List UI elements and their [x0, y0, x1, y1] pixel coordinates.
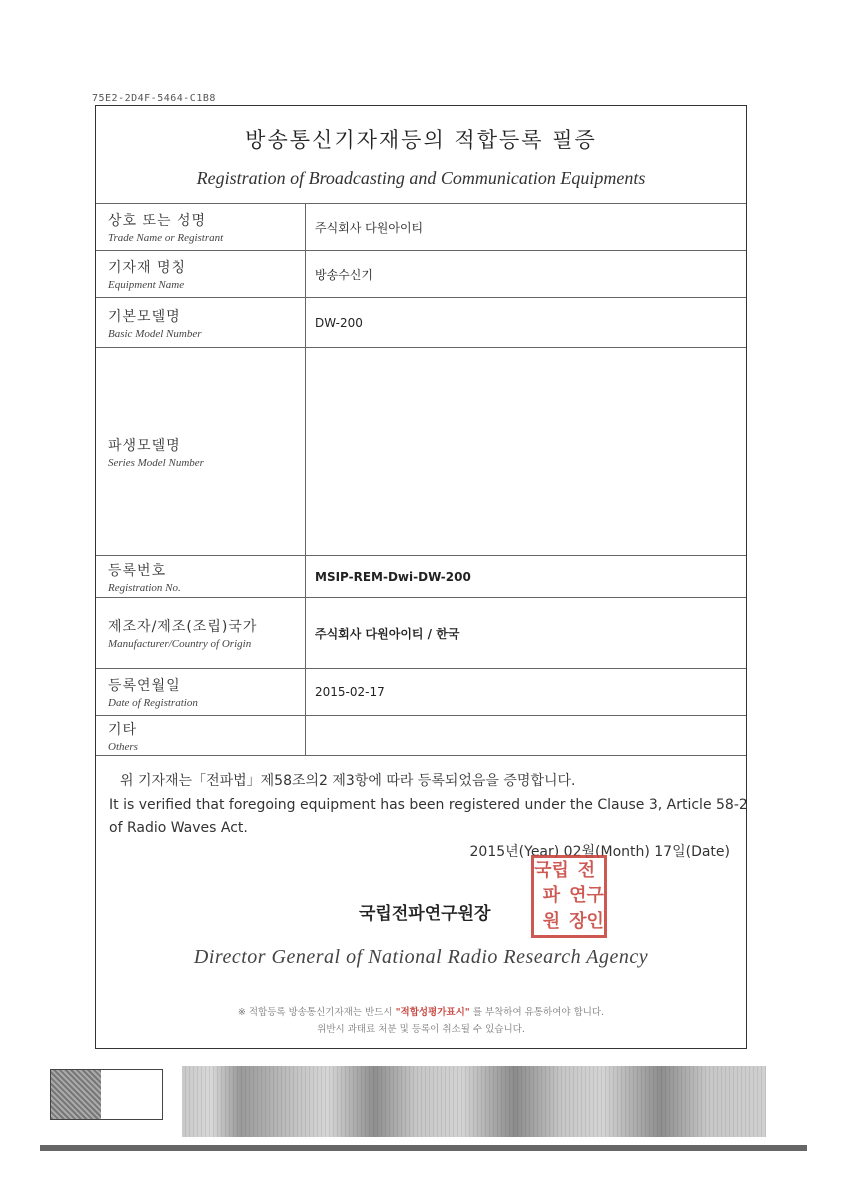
issuer-title-en: Director General of National Radio Research Agency: [193, 946, 649, 968]
table-row: [96, 251, 746, 298]
others-value: [306, 716, 747, 756]
footer-logo-box: [50, 1069, 163, 1120]
footer-divider: [40, 1145, 807, 1151]
table-row: [96, 556, 746, 598]
registration-number-value: MSIP-REM-Dwi-DW-200: [306, 556, 747, 598]
row-label-en: Date of Registration: [108, 697, 198, 709]
issuer-title-ko: 국립전파연구원장: [359, 904, 491, 924]
row-label-en: Series Model Number: [108, 456, 204, 469]
row-label-en: Basic Model Number: [108, 327, 202, 340]
row-label-en: Trade Name or Registrant: [108, 232, 224, 244]
notice-suffix: 를 부착하여 유통하여야 합니다.: [472, 1007, 605, 1018]
notice-emphasis: "적합성평가표시": [395, 1007, 470, 1018]
footer-logo-mark: [51, 1070, 101, 1119]
notice-line-1: [96, 1004, 746, 1018]
table-row: [96, 204, 746, 251]
row-label-ko: 기본모델명: [108, 308, 181, 325]
certificate-frame: [95, 105, 747, 1049]
trade-name-value: 주식회사 다원아이티: [306, 204, 747, 251]
table-row: [96, 598, 746, 669]
seal-char: 파: [542, 885, 561, 907]
manufacturer-value: 주식회사 다원아이티 / 한국: [306, 598, 747, 669]
series-model-value: [306, 348, 747, 556]
notice-prefix: ※ 적합등록 방송통신기자재는 반드시: [237, 1007, 393, 1018]
registration-table: [96, 203, 746, 756]
seal-char: 원: [542, 911, 561, 933]
certificate-title-ko: 방송통신기자재등의 적합등록 필증: [245, 128, 597, 152]
basic-model-value: DW-200: [306, 298, 747, 348]
row-label-ko: 등록번호: [108, 562, 167, 579]
certification-text-en: It is verified that foregoing equipment has been registered under the Clause 3, Article 58-2 of Radio Waves Act.: [109, 797, 748, 836]
table-row: [96, 298, 746, 348]
row-label-en: Equipment Name: [108, 279, 185, 291]
row-label-ko: 상호 또는 성명: [108, 213, 207, 229]
row-label-ko: 등록연월일: [108, 678, 181, 694]
seal-char: 연구: [569, 885, 604, 907]
official-seal: [531, 855, 607, 938]
row-label-ko: 기자재 명칭: [108, 260, 187, 276]
footer-security-band: [182, 1066, 766, 1137]
row-label-en: Registration No.: [108, 581, 181, 594]
equipment-name-value: 방송수신기: [306, 251, 747, 298]
issue-date: 2015년(Year) 02월(Month) 17일(Date): [469, 844, 730, 860]
seal-char: 전: [577, 859, 596, 881]
row-label-ko: 기타: [108, 721, 138, 738]
table-row: [96, 716, 746, 756]
table-row: [96, 348, 746, 556]
row-label-ko: 제조자/제조(조립)국가: [108, 619, 258, 635]
certificate-title-en: Registration of Broadcasting and Communication Equipments: [196, 168, 646, 188]
row-label-ko: 파생모델명: [108, 437, 181, 454]
seal-char: 국립: [534, 859, 569, 881]
registration-date-value: 2015-02-17: [306, 669, 747, 716]
certification-text-ko: 위 기자재는「전파법」제58조의2 제3항에 따라 등록되었음을 증명합니다.: [120, 773, 576, 789]
seal-char: 장인: [569, 911, 604, 933]
table-row: [96, 669, 746, 716]
row-label-en: Manufacturer/Country of Origin: [108, 638, 252, 650]
row-label-en: Others: [108, 740, 138, 753]
notice-line-2: 위반시 과태료 처분 및 등록이 취소될 수 있습니다.: [317, 1024, 525, 1035]
document-id: 75E2-2D4F-5464-C1B8: [92, 93, 216, 104]
